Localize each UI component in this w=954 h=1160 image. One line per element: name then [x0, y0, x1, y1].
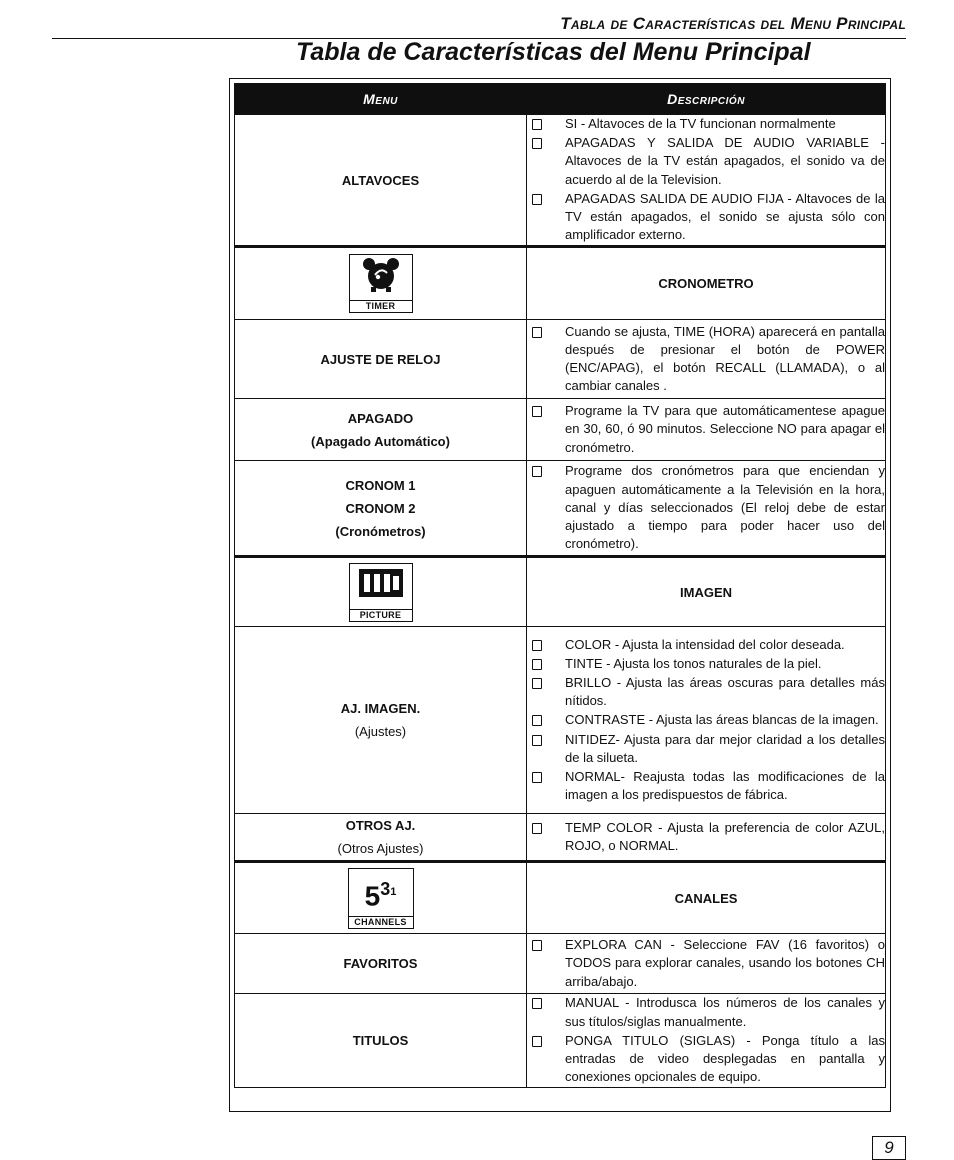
table-row — [235, 399, 886, 461]
picture-section-row — [235, 557, 886, 627]
list-item: COLOR - Ajusta la intensidad del color deseada. — [527, 636, 885, 654]
picture-icon-cell — [235, 557, 527, 627]
timer-section-title: CRONOMETRO — [527, 247, 886, 320]
table-row — [235, 461, 886, 557]
channel-number-glyph: $5^{31}$ — [364, 878, 397, 912]
checkbox-icon — [532, 772, 542, 783]
desc-cell-apagado — [527, 399, 886, 461]
list-item: NORMAL- Reajusta todas las modificaciones de la imagen a los predispuestos de fábrica. — [527, 768, 885, 804]
timer-section-row — [235, 247, 886, 320]
menu-cell-cronom — [235, 461, 527, 557]
menu-label: OTROS AJ. — [345, 818, 416, 834]
checkbox-icon — [532, 327, 542, 338]
menu-cell-aj-imagen — [235, 627, 527, 814]
menu-cell-titulos: TITULOS — [235, 994, 527, 1088]
menu-sublabel: (Apagado Automático) — [311, 433, 450, 449]
list-item: BRILLO - Ajusta las áreas oscuras para detalles más nítidos. — [527, 674, 885, 710]
checkbox-icon — [532, 406, 542, 417]
menu-cell-apagado — [235, 399, 527, 461]
menu-cell-ajuste-reloj: AJUSTE DE RELOJ — [235, 320, 527, 399]
checkbox-icon — [532, 138, 542, 149]
desc-cell-otros — [527, 814, 886, 862]
list-item: Programe dos cronómetros para que enciendan y apaguen automáticamente a la Televisión en la hora, canal y días seleccionados (El reloj debe de estar ajustado a tiempo para poder hacer uso del cronómetro). — [527, 462, 885, 553]
desc-cell-aj-imagen — [527, 627, 886, 814]
picture-section-title: IMAGEN — [527, 557, 886, 627]
list-item: NITIDEZ- Ajusta para dar mejor claridad a los detalles de la silueta. — [527, 731, 885, 767]
checkbox-icon — [532, 735, 542, 746]
channels-section-row — [235, 862, 886, 934]
table-row — [235, 627, 886, 814]
checkbox-icon — [532, 678, 542, 689]
desc-cell-titulos — [527, 994, 886, 1088]
menu-sublabel: (Otros Ajustes) — [337, 841, 424, 857]
table-row — [235, 934, 886, 994]
list-item: TINTE - Ajusta los tonos naturales de la piel. — [527, 655, 885, 673]
page-title: Tabla de Características del Menu Principal — [296, 38, 811, 66]
desc-cell-cronom — [527, 461, 886, 557]
alarm-clock-icon — [353, 255, 409, 293]
channels-icon-cell — [235, 862, 527, 934]
list-item: CONTRASTE - Ajusta las áreas blancas de la imagen. — [527, 711, 885, 729]
list-item: APAGADAS SALIDA DE AUDIO FIJA - Altavoces de la TV están apagados, el sonido se ajusta sólo con amplificador externo. — [527, 190, 885, 245]
checkbox-icon — [532, 715, 542, 726]
menu-label: APAGADO — [347, 410, 414, 426]
desc-cell-altavoces — [527, 115, 886, 247]
menu-sublabel: (Cronómetros) — [335, 523, 426, 539]
page-number: 9 — [872, 1136, 906, 1160]
film-frame-icon — [353, 564, 409, 602]
checkbox-icon — [532, 194, 542, 205]
table-row — [235, 320, 886, 399]
timer-icon: TIMER — [349, 254, 413, 313]
menu-cell-favoritos: FAVORITOS — [235, 934, 527, 994]
menu-label: CRONOM 1 — [345, 477, 416, 493]
timer-icon-cell — [235, 247, 527, 320]
checkbox-icon — [532, 940, 542, 951]
menu-cell-altavoces: ALTAVOCES — [235, 115, 527, 247]
list-item: APAGADAS Y SALIDA DE AUDIO VARIABLE - Altavoces de la TV están apagados, el sonido va de acuerdo al de la Television. — [527, 134, 885, 189]
table-header-row — [235, 84, 886, 115]
list-item: Cuando se ajusta, TIME (HORA) aparecerá en pantalla después de presionar el botón de POWER (ENC/APAG), el botón RECALL (LLAMADA), o al cambiar canales . — [527, 323, 885, 396]
description-column-header: Descripción — [527, 84, 886, 115]
desc-cell-favoritos — [527, 934, 886, 994]
checkbox-icon — [532, 640, 542, 651]
running-header: Tabla de Características del Menu Principal — [560, 14, 906, 33]
checkbox-icon — [532, 119, 542, 130]
checkbox-icon — [532, 998, 542, 1009]
checkbox-icon — [532, 466, 542, 477]
checkbox-icon — [532, 1036, 542, 1047]
list-item: MANUAL - Introdusca los números de los canales y sus títulos/siglas manualmente. — [527, 994, 885, 1030]
table-row — [235, 814, 886, 862]
checkbox-icon — [532, 823, 542, 834]
menu-label: CRONOM 2 — [345, 500, 416, 516]
menu-cell-otros — [235, 814, 527, 862]
list-item: TEMP COLOR - Ajusta la preferencia de color AZUL, ROJO, o NORMAL. — [527, 819, 885, 855]
channels-icon: $5^{31}$ CHANNELS — [348, 868, 414, 929]
list-item: SI - Altavoces de la TV funcionan normalmente — [527, 115, 885, 133]
picture-icon: PICTURE — [349, 563, 413, 622]
channels-section-title: CANALES — [527, 862, 886, 934]
menu-label: AJ. IMAGEN. — [340, 701, 421, 717]
checkbox-icon — [532, 659, 542, 670]
list-item: PONGA TITULO (SIGLAS) - Ponga título a las entradas de video desplegadas en pantalla y conexiones opcionales de equipo. — [527, 1032, 885, 1087]
table-row — [235, 115, 886, 247]
list-item: Programe la TV para que automáticamentese apague en 30, 60, ó 90 minutos. Seleccione NO para apagar el cronómetro. — [527, 402, 885, 457]
features-table — [234, 83, 886, 1088]
menu-column-header: Menu — [235, 84, 527, 115]
list-item: EXPLORA CAN - Seleccione FAV (16 favoritos) o TODOS para explorar canales, usando los botones CH arriba/abajo. — [527, 936, 885, 991]
table-row — [235, 994, 886, 1088]
desc-cell-ajuste-reloj — [527, 320, 886, 399]
menu-sublabel: (Ajustes) — [354, 724, 407, 740]
